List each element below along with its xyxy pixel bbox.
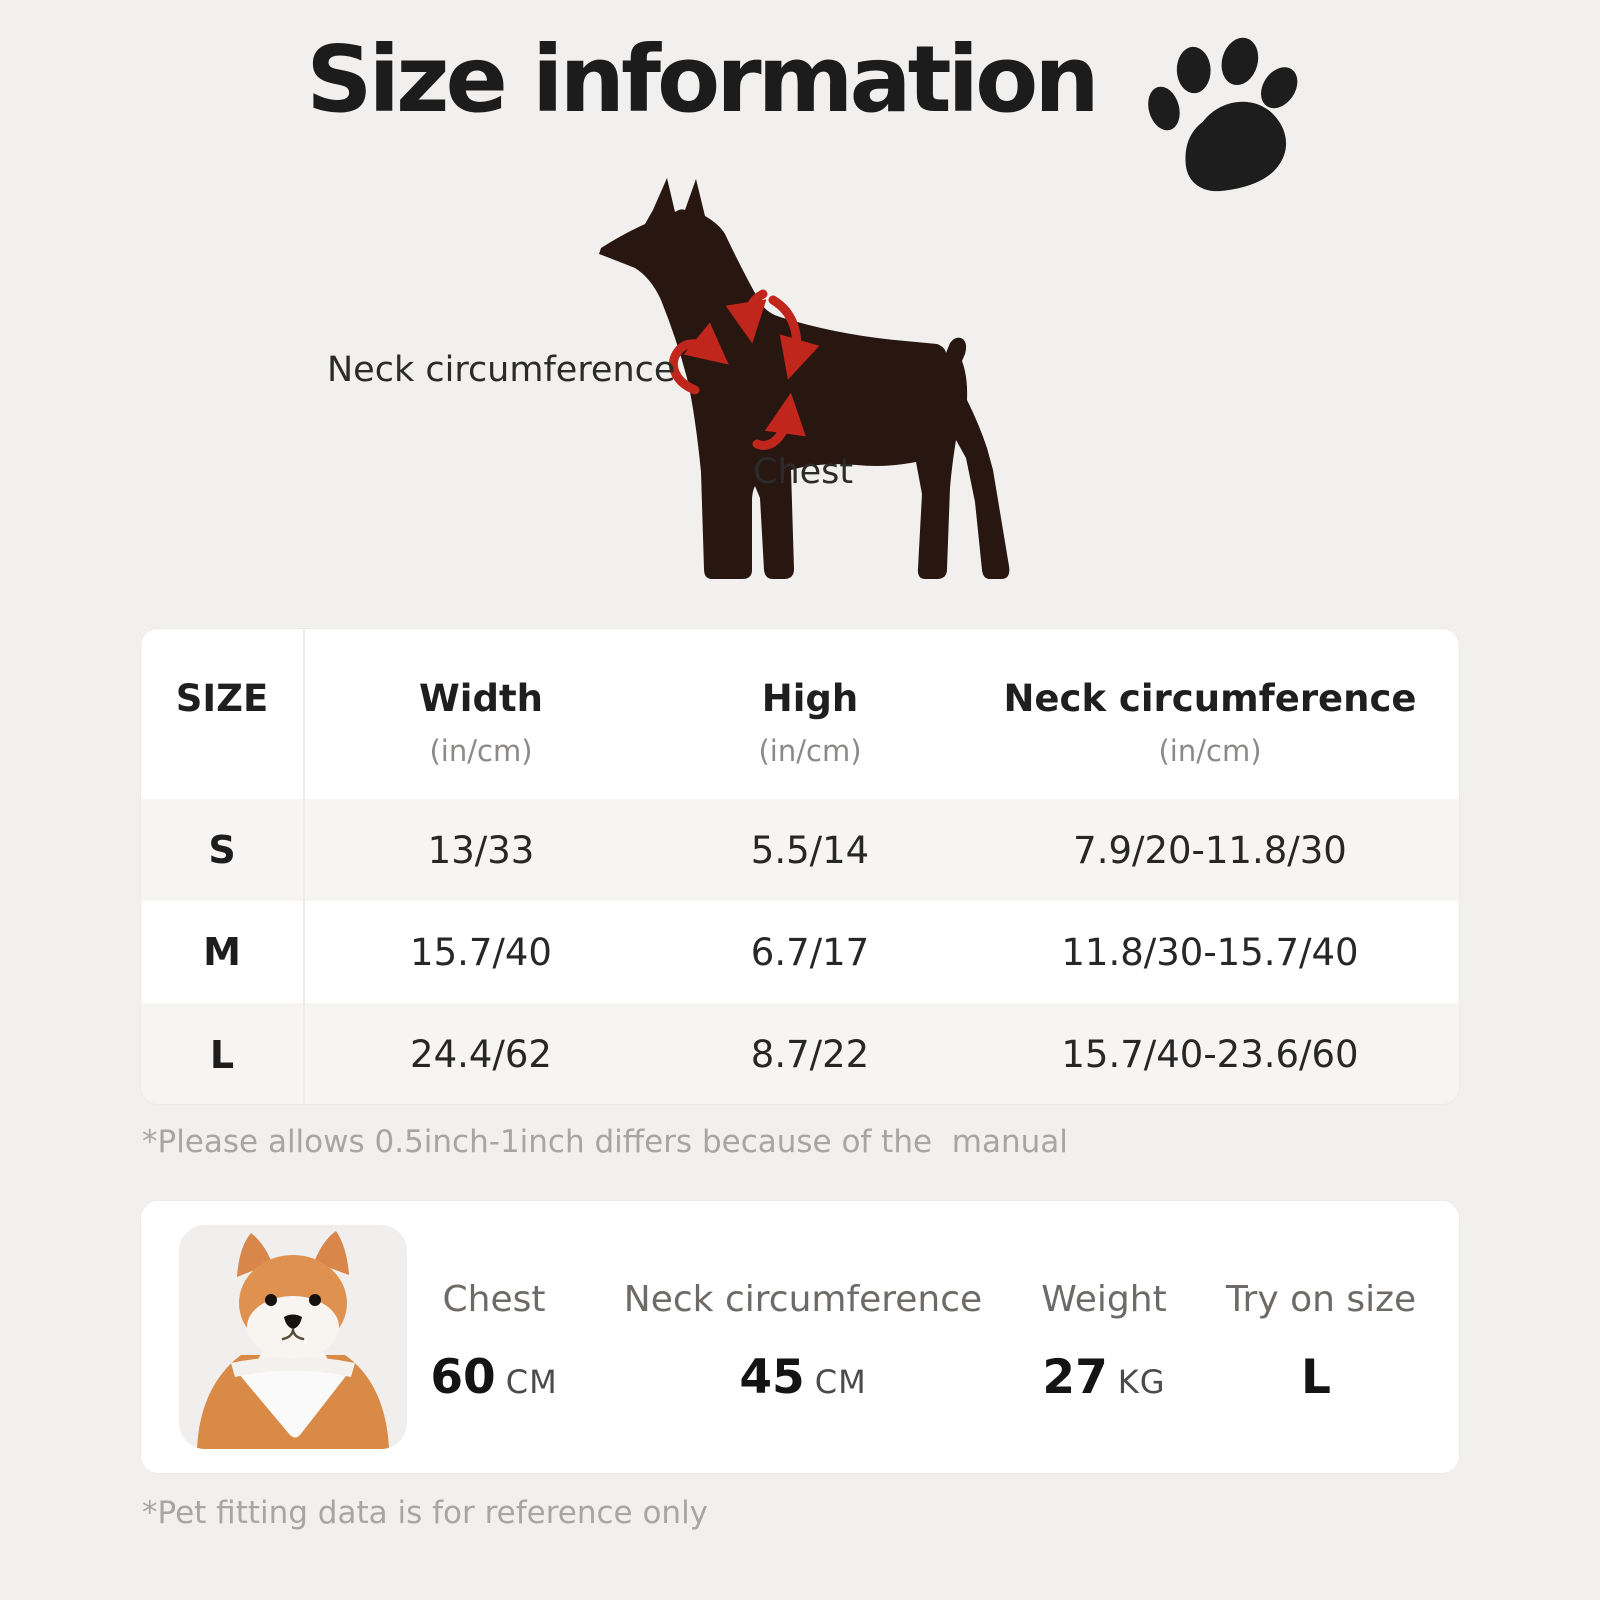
stat-neck-value: 45	[739, 1350, 805, 1405]
chest-label: Chest	[753, 452, 854, 492]
table-header-size: SIZE	[175, 677, 269, 720]
stat-neck-unit: CM	[814, 1363, 867, 1401]
stat-try-on-size-value: L	[1301, 1350, 1331, 1405]
page-title: Size information	[306, 26, 1096, 133]
table-row-s-high: 5.5/14	[659, 799, 961, 901]
fitting-note: *Pet fitting data is for reference only	[142, 1495, 709, 1531]
column-divider	[303, 629, 305, 1104]
stat-weight-unit: KG	[1117, 1363, 1166, 1401]
stat-weight-value: 27	[1042, 1350, 1108, 1405]
table-row-l-high: 8.7/22	[659, 1003, 961, 1105]
stat-chest-unit: CM	[505, 1363, 558, 1401]
table-row-m-high: 6.7/17	[750, 930, 870, 974]
pet-photo	[179, 1225, 407, 1449]
stat-chest-value: 60	[430, 1350, 496, 1405]
table-row-s-width: 13/33	[303, 799, 659, 901]
stat-chest: Chest 60 CM	[430, 1279, 558, 1405]
table-row-m-width: 15.7/40	[410, 930, 552, 974]
table-row-l-width: 24.4/62	[303, 1003, 659, 1105]
fitting-card	[140, 1200, 1460, 1474]
table-row-l-size: L	[141, 1003, 303, 1105]
paw-icon	[1096, 5, 1313, 225]
table-row-m-size: M	[203, 930, 241, 974]
shiba-photo-illustration	[179, 1225, 407, 1449]
size-table	[140, 628, 1460, 1105]
table-row-s-neck: 7.9/20-11.8/30	[961, 799, 1459, 901]
table-header-neck: Neck circumference (in/cm)	[1003, 677, 1417, 768]
stat-try-on-size: Try on size L	[1225, 1279, 1417, 1405]
stat-weight: Weight 27 KG	[1041, 1279, 1167, 1405]
table-header-high: High (in/cm)	[758, 677, 862, 768]
table-row-m-neck: 11.8/30-15.7/40	[1061, 930, 1359, 974]
table-row-l-neck: 15.7/40-23.6/60	[961, 1003, 1459, 1105]
table-note: *Please allows 0.5inch-1inch differs because of the manual	[142, 1124, 1068, 1160]
stat-neck: Neck circumference 45 CM	[623, 1279, 983, 1405]
table-row-s-size: S	[141, 799, 303, 901]
table-header-width: Width (in/cm)	[418, 677, 543, 768]
neck-circumference-label: Neck circumference	[327, 350, 676, 390]
